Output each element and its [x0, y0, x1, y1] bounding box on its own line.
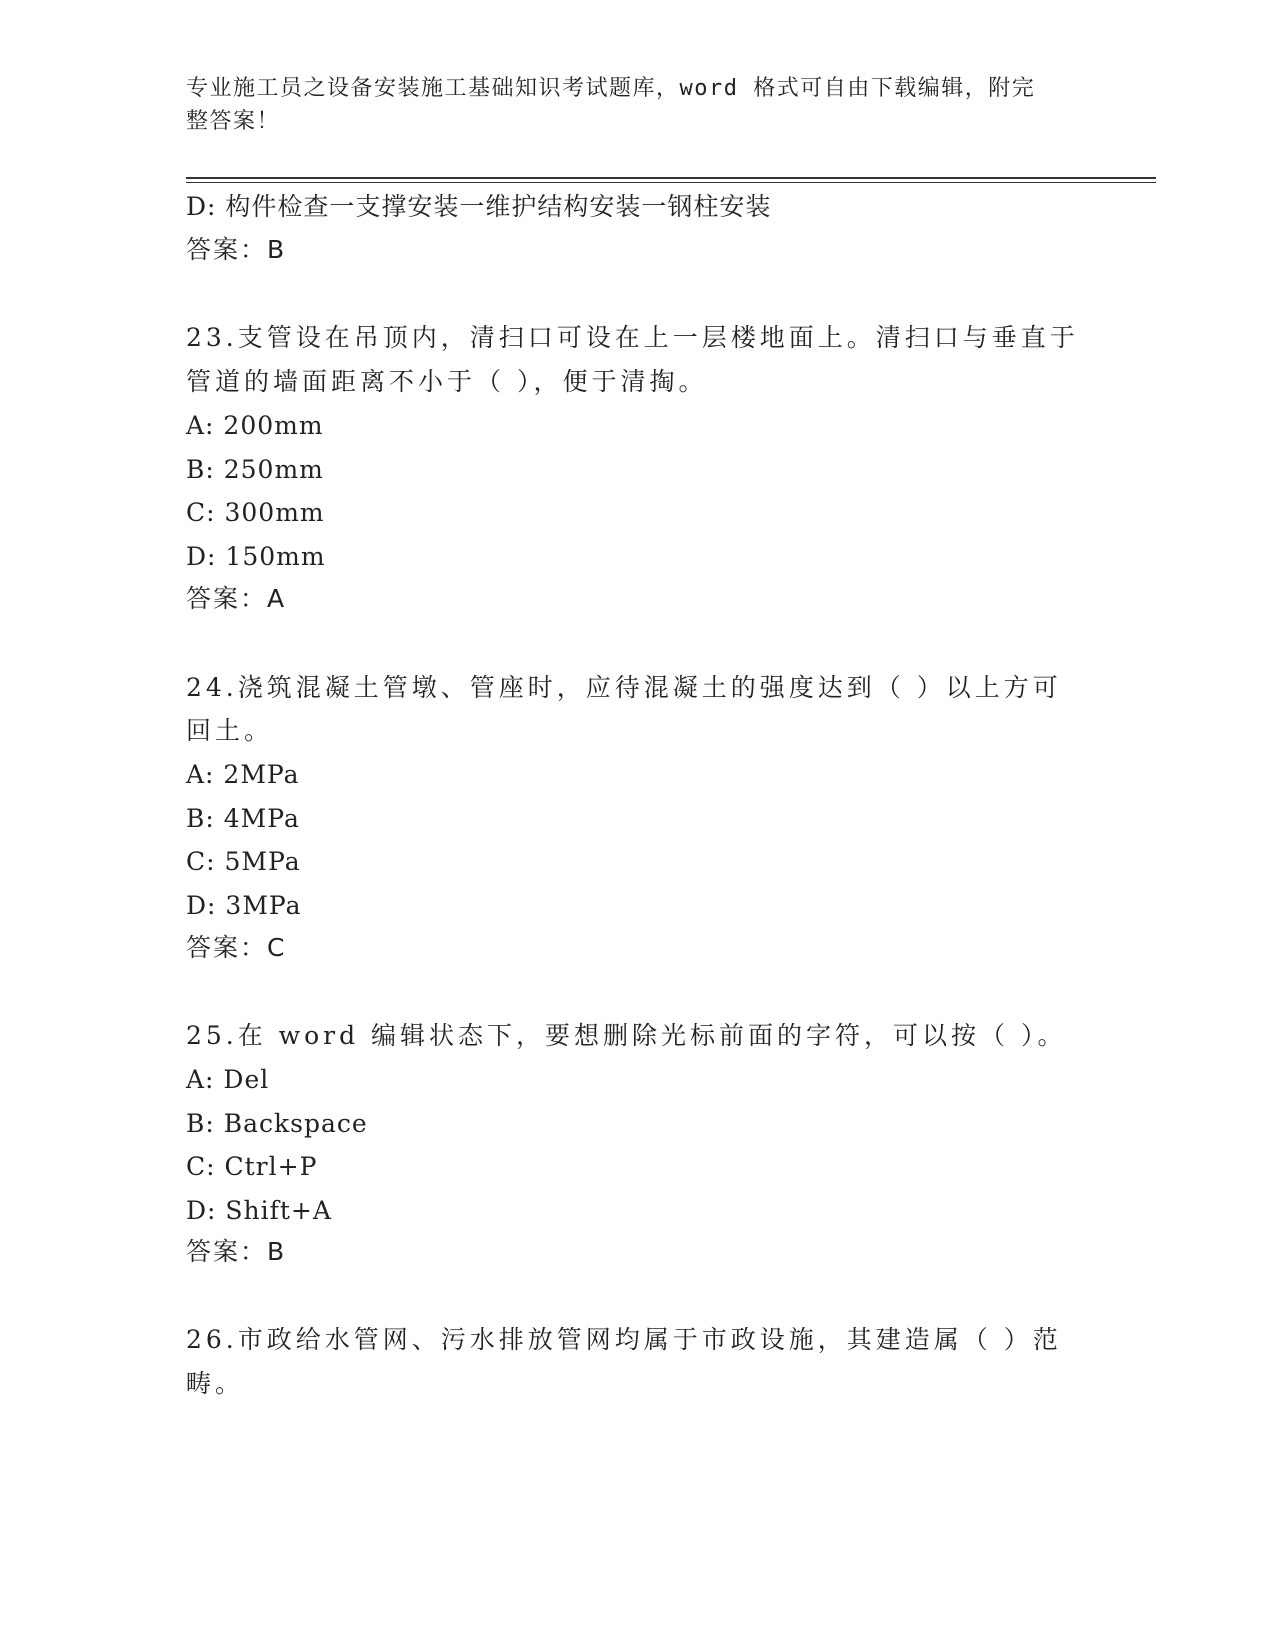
header-divider-thick	[186, 177, 1156, 179]
q25-option-a: A: Del	[186, 1065, 270, 1094]
q23-stem-line-1: 23.支管设在吊顶内，清扫口可设在上一层楼地面上。清扫口与垂直于	[186, 323, 1079, 352]
q26-stem-line-2: 畴。	[186, 1369, 245, 1398]
q24-option-b: B: 4MPa	[186, 804, 300, 833]
q23-option-a: A: 200mm	[186, 411, 324, 440]
q25-option-b: B: Backspace	[186, 1109, 368, 1138]
q23-answer: 答案：A	[186, 584, 287, 613]
q26-stem-line-1: 26.市政给水管网、污水排放管网均属于市政设施，其建造属（ ）范	[186, 1325, 1062, 1354]
document-header	[186, 72, 1056, 138]
q24-option-c: C: 5MPa	[186, 847, 301, 876]
q24-option-d: D: 3MPa	[186, 891, 302, 920]
q25-option-c: C: Ctrl+P	[186, 1152, 318, 1181]
q23-option-d: D: 150mm	[186, 542, 326, 571]
header-divider-thin	[186, 182, 1156, 183]
q25-option-d: D: Shift+A	[186, 1196, 332, 1225]
prev-answer: 答案：B	[186, 235, 287, 264]
q24-stem-line-2: 回土。	[186, 716, 274, 745]
q24-option-a: A: 2MPa	[186, 760, 300, 789]
q25-stem-line-1: 25.在 word 编辑状态下，要想删除光标前面的字符，可以按（ ）。	[186, 1021, 1067, 1050]
q23-option-b: B: 250mm	[186, 455, 324, 484]
prev-option-d: D: 构件检查一支撑安装一维护结构安装一钢柱安装	[186, 192, 772, 221]
q24-answer: 答案：C	[186, 933, 287, 962]
q23-option-c: C: 300mm	[186, 498, 325, 527]
header-line-2: 整答案！	[186, 109, 281, 134]
q23-stem-line-2: 管道的墙面距离不小于（ ），便于清掏。	[186, 367, 708, 396]
header-line-1: 专业施工员之设备安装施工基础知识考试题库，word 格式可自由下载编辑，附完	[186, 76, 1036, 101]
q24-stem-line-1: 24.浇筑混凝土管墩、管座时，应待混凝土的强度达到（ ）以上方可	[186, 673, 1062, 702]
q25-answer: 答案：B	[186, 1237, 287, 1266]
